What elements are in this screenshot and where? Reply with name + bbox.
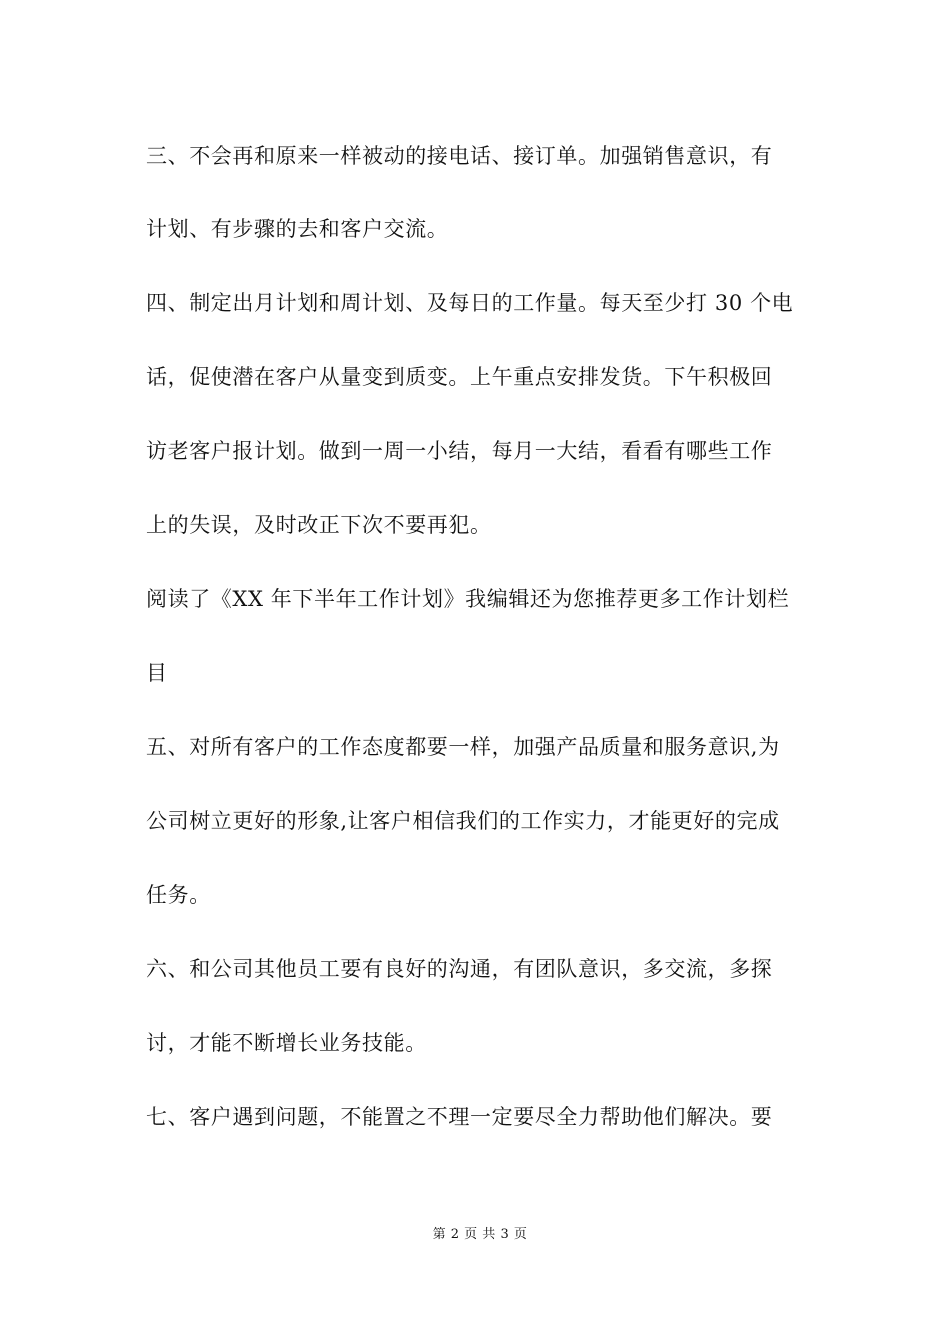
text-line-5: 访老客户报计划。做到一周一小结，每月一大结，看看有哪些工作 [146,439,773,463]
text-line-11: 任务。 [146,883,211,907]
text-line-1: 三、不会再和原来一样被动的接电话、接订单。加强销售意识，有 [146,144,773,168]
text-line-4: 话，促使潜在客户从量变到质变。上午重点安排发货。下午积极回 [146,365,773,389]
text-line-8: 目 [146,661,168,685]
text-line-3: 四、制定出月计划和周计划、及每日的工作量。每天至少打 30 个电 [146,291,794,315]
text-line-9: 五、对所有客户的工作态度都要一样，加强产品质量和服务意识,为 [146,735,780,759]
text-line-12: 六、和公司其他员工要有良好的沟通，有团队意识，多交流，多探 [146,957,773,981]
text-line-6: 上的失误，及时改正下次不要再犯。 [146,513,492,537]
text-line-2: 计划、有步骤的去和客户交流。 [146,217,449,241]
text-line-10: 公司树立更好的形象,让客户相信我们的工作实力，才能更好的完成 [146,809,780,833]
page-footer: 第 2 页 共 3 页 [432,1227,528,1242]
text-line-7: 阅读了《XX 年下半年工作计划》我编辑还为您推荐更多工作计划栏 [146,587,790,611]
text-line-13: 讨，才能不断增长业务技能。 [146,1031,427,1055]
text-line-14: 七、客户遇到问题，不能置之不理一定要尽全力帮助他们解决。要 [146,1105,773,1129]
